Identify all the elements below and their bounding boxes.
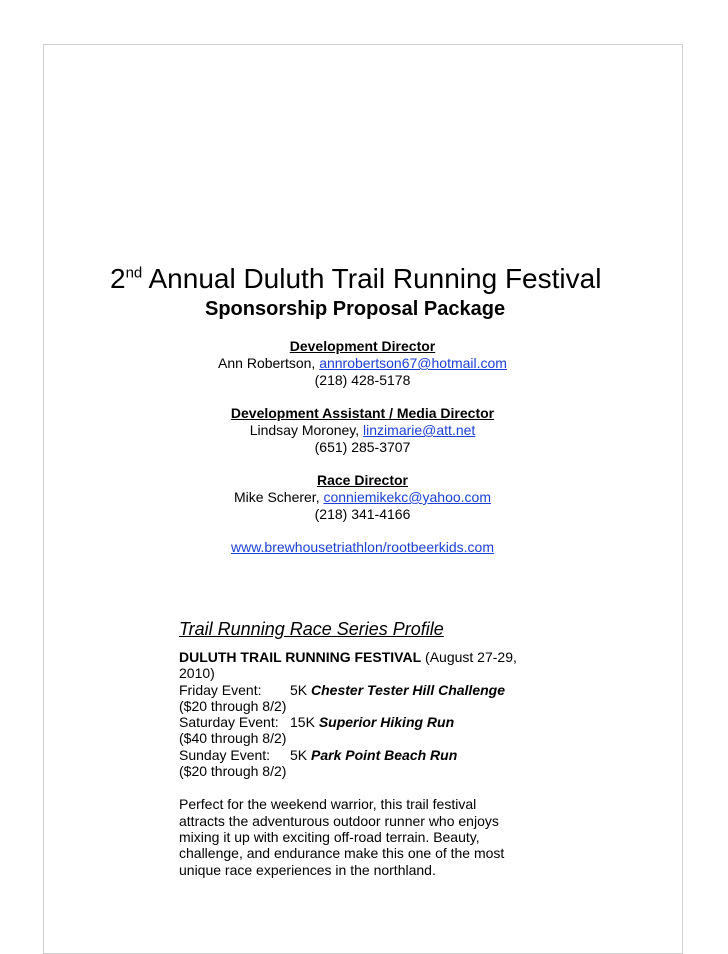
festival-description: Perfect for the weekend warrior, this trail festival attracts the adventurous outdoor runner who enjoys mixing it up with exciting off-road terrain. Beauty, challenge, and endurance make this one of the most unique race experiences in the northland. xyxy=(179,796,505,878)
event-price: ($40 through 8/2) xyxy=(179,730,287,747)
profile-heading: Trail Running Race Series Profile xyxy=(179,619,444,639)
contact-name: Mike Scherer, xyxy=(234,489,324,505)
title-number: 2 xyxy=(110,263,126,294)
contact-development-director xyxy=(190,338,535,389)
contact-phone: (651) 285-3707 xyxy=(314,439,411,455)
contact-email-link[interactable]: annrobertson67@hotmail.com xyxy=(319,355,507,371)
event-price: ($20 through 8/2) xyxy=(179,697,287,714)
event-distance: 5K xyxy=(290,746,312,763)
contact-media-director xyxy=(190,405,535,456)
document-subtitle: Sponsorship Proposal Package xyxy=(205,298,506,320)
festival-dates: (August 27-29, 2010) xyxy=(179,649,517,682)
contact-email-link[interactable]: conniemikekc@yahoo.com xyxy=(323,489,491,505)
event-price: ($20 through 8/2) xyxy=(179,763,287,780)
event-name: Superior Hiking Run xyxy=(318,714,455,731)
contact-role: Development Director xyxy=(289,338,436,354)
contacts-section xyxy=(190,338,535,556)
event-saturday xyxy=(179,714,524,730)
event-distance: 5K xyxy=(290,681,312,698)
website-link[interactable]: www.brewhousetriathlon/rootbeerkids.com xyxy=(230,539,494,555)
contact-role: Race Director xyxy=(316,472,409,488)
contact-line xyxy=(190,355,535,372)
event-friday xyxy=(179,682,524,698)
event-name: Park Point Beach Run xyxy=(311,746,458,763)
title-text: Annual Duluth Trail Running Festival xyxy=(142,263,602,294)
contact-name: Lindsay Moroney, xyxy=(249,422,364,438)
contact-line xyxy=(190,422,535,439)
contact-line xyxy=(190,489,535,506)
contact-race-director xyxy=(190,472,535,523)
title-ordinal-suffix: nd xyxy=(125,264,143,282)
event-day: Saturday Event: xyxy=(179,714,279,731)
event-distance: 15K xyxy=(290,714,319,731)
contact-role: Development Assistant / Media Director xyxy=(230,405,495,421)
event-name: Chester Tester Hill Challenge xyxy=(311,681,505,698)
festival-summary xyxy=(179,649,524,682)
contact-phone: (218) 341-4166 xyxy=(314,506,411,522)
festival-name: DULUTH TRAIL RUNNING FESTIVAL xyxy=(179,649,422,665)
contact-email-link[interactable]: linzimarie@att.net xyxy=(363,422,476,438)
event-day: Friday Event: xyxy=(179,681,262,698)
contact-phone: (218) 428-5178 xyxy=(314,372,411,388)
document-title xyxy=(110,262,670,296)
contact-name: Ann Robertson, xyxy=(218,355,320,371)
event-sunday xyxy=(179,747,524,763)
race-series-profile xyxy=(179,618,524,878)
event-day: Sunday Event: xyxy=(179,746,271,763)
website-line xyxy=(190,539,535,556)
